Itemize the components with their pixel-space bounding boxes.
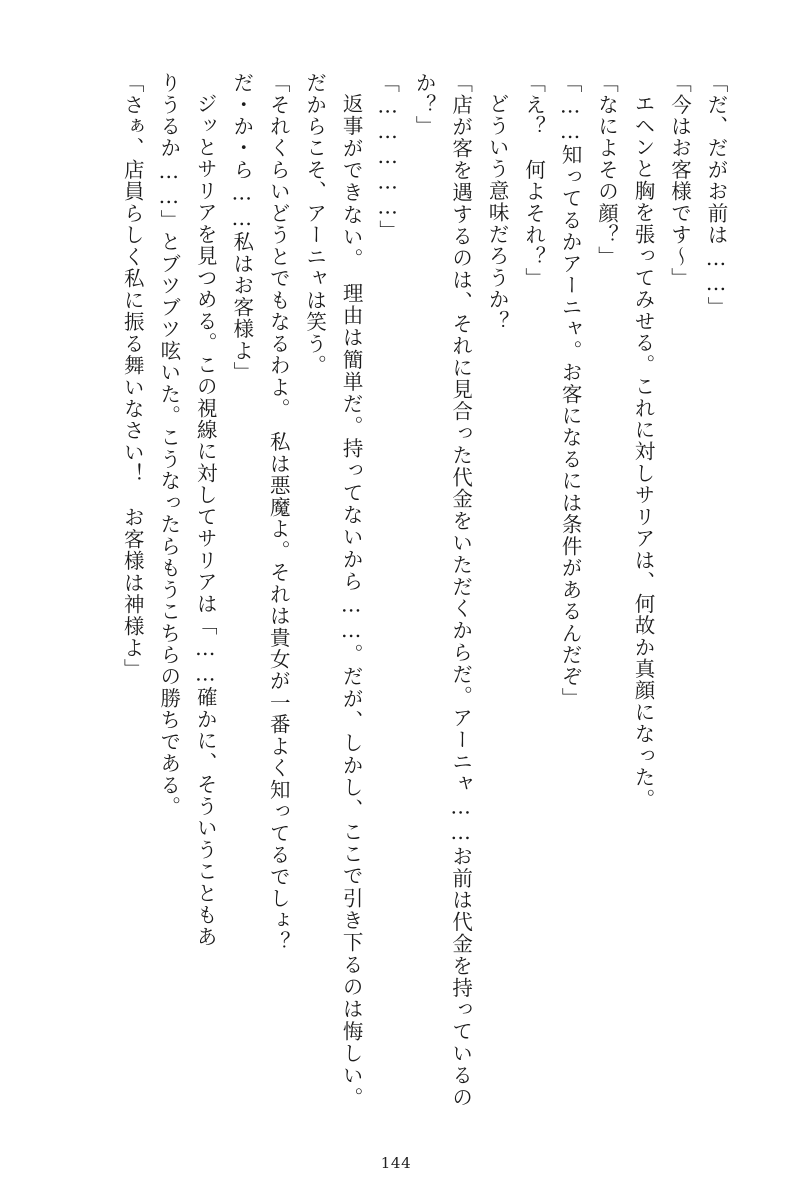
paragraph: 「え？ 何よそれ？」 [521,72,546,290]
paragraph: 「……………」 [375,72,400,242]
paragraph: ジッとサリアを見つめる。この視線に対してサリアは「……確かに、そういうこともあ [193,92,218,947]
paragraph: 「それくらいどうとでもなるわよ。 私は悪魔よ。それは貴女が一番よく知ってるでしょ？ [266,72,291,953]
paragraph: 「……知ってるかアーニャ。お客になるには条件があるんだぞ」 [558,72,583,710]
paragraph: どういう意味だろうか？ [485,92,510,332]
paragraph: 「さぁ、店員らしく私に振る舞いなさい！ お客様は神様よ」 [120,72,145,681]
paragraph: 「なによその顔？」 [594,72,619,268]
page-number: 144 [380,1154,412,1172]
paragraph: だ・か・ら……私はお客様よ」 [229,72,254,384]
paragraph: 「今はお客様です～」 [667,72,692,290]
paragraph: 「店が客を遇するのは、それに見合った代金をいただくからだ。アーニャ……お前は代金を持っているのか？」 [412,72,473,1108]
paragraph: エヘンと胸を張ってみせる。これに対しサリアは、何故か真顔になった。 [631,92,656,810]
paragraph: 「だ、だがお前は……」 [704,72,728,319]
paragraph: りうるか……」とブツブツ呟いた。こうなったらもうこちらの勝ちである。 [156,72,181,818]
paragraph: 返事ができない。 理由は簡単だ。持ってないから……。だが、しかし、ここで引き下るのは悔しい。だからこそ、アーニャは笑う。 [302,72,364,1108]
vertical-text-body [52,72,734,1108]
